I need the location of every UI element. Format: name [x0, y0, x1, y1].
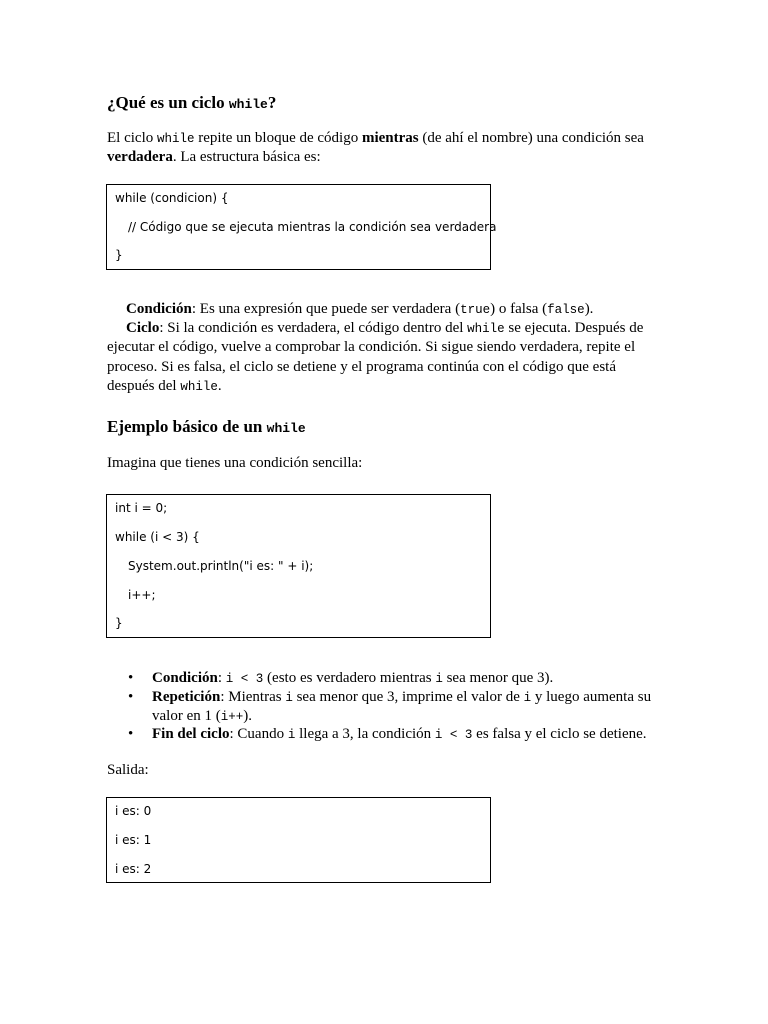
code-line: } [115, 248, 123, 262]
bullet-dot: • [128, 670, 134, 686]
bullet-condition: Condición: i < 3 (esto es verdadero mientras i sea menor que 3). [152, 670, 554, 686]
code-block-output [106, 797, 491, 883]
section-title-what-is-while: ¿Qué es un ciclo while? [107, 93, 277, 112]
code-block-example [106, 494, 491, 638]
code-line: while (condicion) { [115, 191, 229, 205]
condition-explanation: Condición: Es una expresión que puede ser verdadera (true) o falsa (false). [126, 301, 594, 317]
example-intro: Imagina que tienes una condición sencilla: [107, 455, 363, 471]
code-line: int i = 0; [115, 501, 168, 515]
intro-paragraph-line1: El ciclo while repite un bloque de código mientras (de ahí el nombre) una condición sea [107, 130, 644, 146]
cycle-explanation-line4: después del while. [107, 378, 222, 394]
output-line: i es: 0 [115, 804, 152, 818]
cycle-explanation-line1: Ciclo: Si la condición es verdadera, el código dentro del while se ejecuta. Después de [126, 320, 644, 336]
output-label: Salida: [107, 762, 149, 778]
bullet-dot: • [128, 726, 134, 742]
section-title-basic-example: Ejemplo básico de un while [107, 417, 306, 436]
code-line: while (i < 3) { [115, 530, 200, 544]
code-block-while-syntax [106, 184, 497, 270]
bullet-repetition-line1: Repetición: Mientras i sea menor que 3, imprime el valor de i y luego aumenta su [152, 689, 652, 705]
intro-paragraph-line2: verdadera. La estructura básica es: [107, 149, 321, 165]
bullet-end-of-cycle: Fin del ciclo: Cuando i llega a 3, la condición i < 3 es falsa y el ciclo se detiene. [152, 726, 647, 742]
output-line: i es: 1 [115, 833, 152, 847]
bullet-repetition-line2: valor en 1 (i++). [152, 708, 252, 724]
cycle-explanation-line2: ejecutar el código, vuelve a comprobar la condición. Si sigue siendo verdadera, repite el [107, 339, 636, 355]
code-line: i++; [128, 588, 156, 602]
code-line: System.out.println("i es: " + i); [128, 559, 314, 573]
code-line: } [115, 616, 123, 630]
output-line: i es: 2 [115, 862, 152, 876]
bullet-dot: • [128, 689, 134, 705]
cycle-explanation-line3: proceso. Si es falsa, el ciclo se detiene y el programa continúa con el código que está [107, 359, 616, 375]
code-line: // Código que se ejecuta mientras la condición sea verdadera [128, 220, 497, 234]
